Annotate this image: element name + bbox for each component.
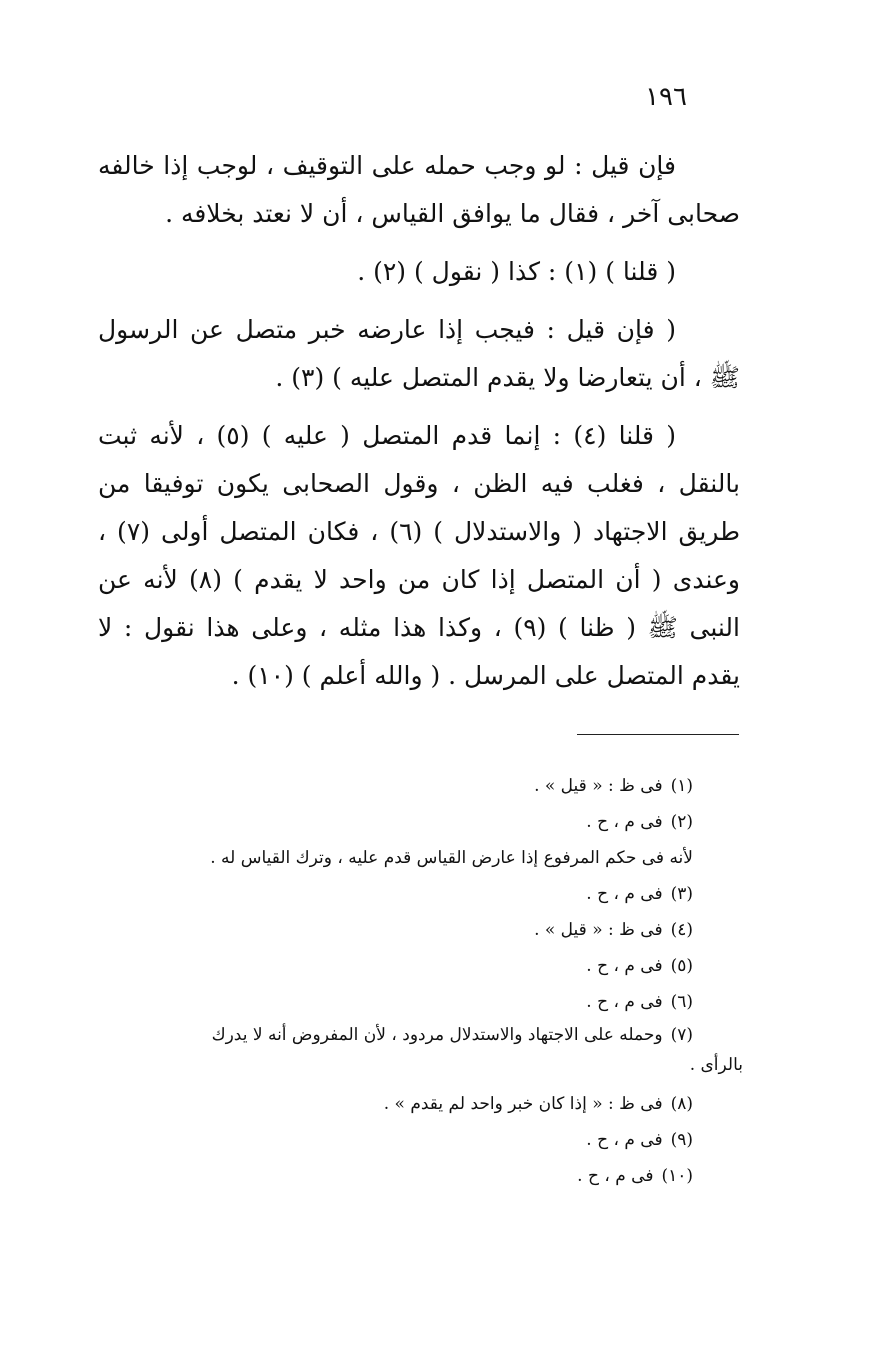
footnote-10 [98,1158,743,1194]
footnote-4 [98,912,743,948]
footnote-text: فى م ، ح . [586,812,663,832]
page-number: ١٩٦ [645,82,687,112]
footnote-number: (٦) [670,992,693,1012]
footnote-3 [98,876,743,912]
footnote-text: فى ظ : « قيل » . [534,776,663,796]
footnote-number: (٤) [670,920,693,940]
footnote-text: لأنه فى حكم المرفوع إذا عارض القياس قدم عليه ، وترك القياس له . [210,848,693,868]
footnote-7-continuation [98,1050,743,1080]
footnote-number: (٥) [670,956,693,976]
footnote-text: بالرأى . [689,1055,743,1075]
footnote-text: فى م ، ح . [586,992,663,1012]
footnote-7 [98,1020,743,1050]
footnote-2 [98,804,743,840]
footnote-text: فى ظ : « قيل » . [534,920,663,940]
main-text [98,142,740,700]
footnotes [98,768,743,1194]
footnote-text: فى ظ : « إذا كان خبر واحد لم يقدم » . [383,1094,663,1114]
footnote-5 [98,948,743,984]
footnote-2-note [98,840,743,876]
footnote-text: وحمله على الاجتهاد والاستدلال مردود ، لأن المفروض أنه لا يدرك [211,1025,663,1045]
footnote-number: (٩) [670,1130,693,1150]
paragraph-objection-2: ( فإن قيل : فيجب إذا عارضه خبر متصل عن الرسول ﷺ ، أن يتعارضا ولا يقدم المتصل عليه ) (٣) . [98,315,740,392]
footnote-9 [98,1122,743,1158]
paragraph-reply-1: ( قلنا ) (١) : كذا ( نقول ) (٢) . [357,257,676,286]
footnote-number: (٢) [670,812,693,832]
footnote-6 [98,984,743,1020]
footnote-text: فى م ، ح . [586,1130,663,1150]
footnote-1 [98,768,743,804]
footnote-text: فى م ، ح . [586,956,663,976]
footnote-8 [98,1086,743,1122]
footnote-number: (١) [670,776,693,796]
footnote-number: (٣) [670,884,693,904]
footnote-number: (٨) [670,1094,693,1114]
footnote-number: (١٠) [661,1166,693,1186]
paragraph-reply-2: ( قلنا (٤) : إنما قدم المتصل ( عليه ) (٥) ، لأنه ثبت بالنقل ، فغلب فيه الظن ، وقول الصحابى يكون توفيقا من طريق الاجتهاد ( والاستدلال ) (٦) ، فكان المتصل أولى (٧) ، وعندى ( أن المتصل إذا كان من واحد لا يقدم ) (٨) لأنه عن النبى ﷺ ( ظنا ) (٩) ، وكذا هذا مثله ، وعلى هذا نقول : لا يقدم المتصل على المرسل . ( والله أعلم ) (١٠) . [98,421,740,690]
footnote-number: (٧) [670,1025,693,1045]
paragraph-objection-1: فإن قيل : لو وجب حمله على التوقيف ، لوجب إذا خالفه صحابى آخر ، فقال ما يوافق القياس ، أن لا نعتد بخلافه . [98,151,740,228]
footnote-text: فى م ، ح . [577,1166,654,1186]
footnote-text: فى م ، ح . [586,884,663,904]
footnote-separator [577,734,739,735]
